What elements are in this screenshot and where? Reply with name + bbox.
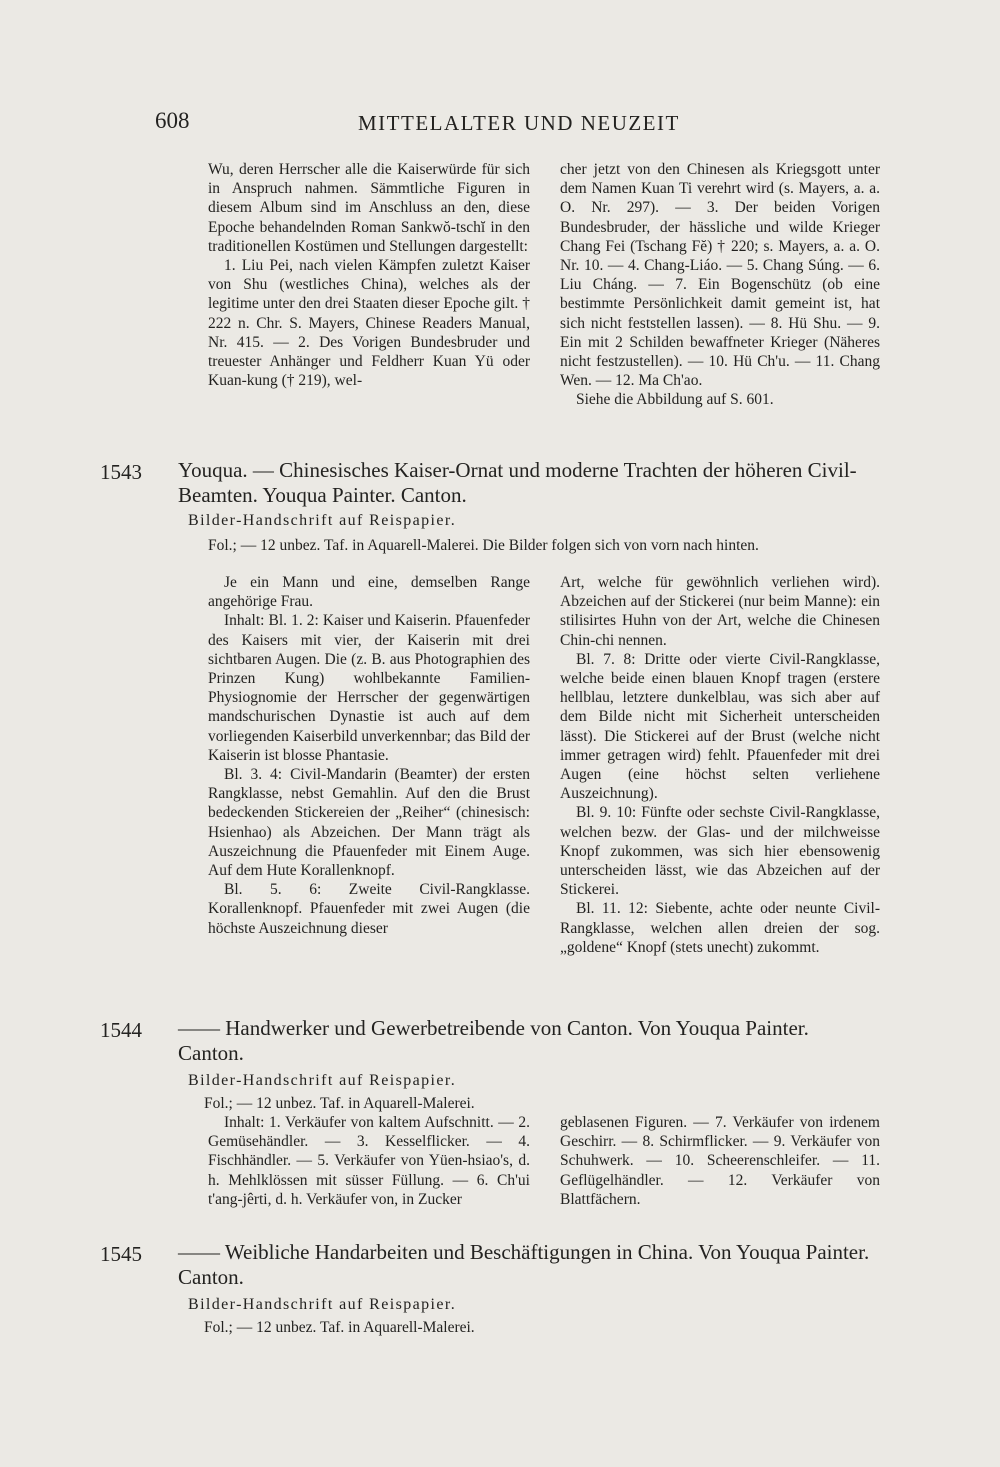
page-number: 608 <box>155 108 190 133</box>
paragraph: Bl. 5. 6: Zweite Civil-Rangklasse. Korallenknopf. Pfauenfeder mit zwei Augen (die höchste Auszeichnung dieser <box>208 881 530 937</box>
entry-1543-right-column <box>560 573 880 957</box>
paragraph: Bl. 7. 8: Dritte oder vierte Civil-Rangklasse, welche beide einen blauen Knopf tragen (erstere hellblau, letztere dunkelblau, was sich aber auf dem Bilde nicht mit Sicherheit unterscheiden lässt). Die Stickerei auf der Brust (welche nicht immer getragen wird) fehlt. Pfauenfeder mit drei Augen (eine höchst selten verliehene Auszeichnung). <box>560 650 880 803</box>
entry-author: Youqua. <box>178 458 248 482</box>
entry-heading: —— Handwerker und Gewerbetreibende von Canton. Von Youqua Painter. Canton. <box>178 1016 809 1065</box>
entry-heading <box>178 458 880 508</box>
paragraph: Siehe die Abbildung auf S. 601. <box>576 391 774 409</box>
entry-1543-left-column <box>208 573 530 938</box>
paragraph: Inhalt: 1. Verkäufer von kaltem Aufschnitt. — 2. Gemüsehändler. — 3. Kesselflicker. — 4. Fischhändler. — 5. Verkäufer von Yüen-hsiao's, d. h. Mehlklössen mit süsser Füllung. — 6. Ch'ui t'ang-jêrti, d. h. Verkäufer von, in Zucker <box>208 1114 530 1208</box>
entry-format: Fol.; — 12 unbez. Taf. in Aquarell-Malerei. <box>204 1095 475 1112</box>
entry-1544-heading <box>178 1016 880 1113</box>
entry-format: Fol.; — 12 unbez. Taf. in Aquarell-Malerei. Die Bilder folgen sich von vorn nach hinten. <box>208 537 759 554</box>
paragraph: 1. Liu Pei, nach vielen Kämpfen zuletzt Kaiser von Shu (westliches China), welches als der legitime unter den drei Staaten dieser Epoche gilt. † 222 n. Chr. S. Mayers, Chinese Readers Manual, Nr. 415. — 2. Des Vorigen Bundesbruder und treuester Anhänger und Feldherr Kuan Yü oder Kuan-kung († 219), wel- <box>208 257 530 390</box>
paragraph: cher jetzt von den Chinesen als Kriegsgott unter dem Namen Kuan Ti verehrt wird (s. Mayers, a. a. O. Nr. 297). — 3. Der beiden Vorigen Bundesbruder, der hässliche und wilde Krieger Chang Fei (Tschang Fĕ) † 220; s. Mayers, a. a. O. Nr. 10. — 4. Chang-Liáo. — 5. Chang Súng. — 6. Liu Cháng. — 7. Ein Bogenschütz (ob eine bestimmte Persönlichkeit damit gemeint ist, hat sich nicht feststellen lassen). — 8. Hü Shu. — 9. Ein mit 2 Schilden bewaffneter Krieger (Näheres nicht festzustellen). — 10. Hü Ch'u. — 11. Chang Wen. — 12. Ma Ch'ao. <box>560 161 880 390</box>
paragraph: Inhalt: Bl. 1. 2: Kaiser und Kaiserin. Pfauenfeder des Kaisers mit vier, der Kaiserin mit drei sichtbaren Augen. Die (z. B. aus Photographien des Prinzen Kung) wohlbekannte Familien-Physiognomie der Herrscher der gegenwärtigen mandschurischen Dynastie ist auch auf dem vorliegenden Kaiserbild unverkennbar; das Bild der Kaiserin ist blosse Phantasie. <box>208 612 530 764</box>
entry-title: — Chinesisches Kaiser-Ornat und moderne Trachten der höheren Civil-Beamten. Youqua Painter. Canton. <box>178 458 857 507</box>
page-header <box>0 108 1000 138</box>
entry-number: 1545 <box>100 1242 142 1266</box>
entry-subtitle: Bilder-Handschrift auf Reispapier. <box>188 1296 457 1313</box>
paragraph: Bl. 3. 4: Civil-Mandarin (Beamter) der ersten Rangklasse, nebst Gemahlin. Auf den die Brust bedeckenden Stickereien der „Reiher“ (chinesisch: Hsienhao) als Abzeichen. Der Mann trägt als Auszeichnung die Pfauenfeder mit Einem Auge. Auf dem Hute Korallenknopf. <box>208 766 530 880</box>
entry-1544-right-column <box>560 1113 880 1209</box>
entry-1543-heading <box>178 458 880 555</box>
entry-heading: —— Weibliche Handarbeiten und Beschäftigungen in China. Von Youqua Painter. Canton. <box>178 1240 870 1289</box>
paragraph: Wu, deren Herrscher alle die Kaiserwürde für sich in Anspruch nahmen. Sämmtliche Figuren in diesem Album sind im Anschluss an den, diese Epoche behandelnden Roman Sankwŏ-tschĭ in den traditionellen Kostümen und Stellungen dargestellt: <box>208 161 530 255</box>
entry-1545-heading <box>178 1240 880 1337</box>
entry-number: 1543 <box>100 460 142 484</box>
paragraph: Art, welche für gewöhnlich verliehen wird). Abzeichen auf der Stickerei (nur beim Manne): ein stilisirtes Huhn von der Art, welche die Chinesen Chin-chi nennen. <box>560 574 880 649</box>
paragraph: Bl. 9. 10: Fünfte oder sechste Civil-Rangklasse, welchen bezw. der Glas- und der milchweisse Knopf zukommen, was sich hier ebensowenig unterscheiden lässt, wie das Abzeichen auf der Stickerei. <box>560 804 880 899</box>
paragraph: Bl. 11. 12: Siebente, achte oder neunte Civil-Rangklasse, welchen allen dreien der sog. „goldene“ Knopf (stets unecht) zukommt. <box>560 900 880 956</box>
entry-format: Fol.; — 12 unbez. Taf. in Aquarell-Malerei. <box>204 1319 475 1336</box>
top-left-column <box>208 160 530 390</box>
paragraph: Je ein Mann und eine, demselben Range angehörige Frau. <box>208 574 530 611</box>
entry-subtitle: Bilder-Handschrift auf Reispapier. <box>188 1072 457 1089</box>
entry-number: 1544 <box>100 1018 142 1042</box>
running-title: MITTELALTER UND NEUZEIT <box>358 111 680 135</box>
paragraph: geblasenen Figuren. — 7. Verkäufer von irdenem Geschirr. — 8. Schirmflicker. — 9. Verkäufer von Schuhwerk. — 10. Scheerenschleifer. — 11. Geflügelhändler. — 12. Verkäufer von Blattfächern. <box>560 1114 880 1208</box>
entry-subtitle: Bilder-Handschrift auf Reispapier. <box>188 512 457 529</box>
top-right-column <box>560 160 880 410</box>
entry-1544-left-column <box>208 1113 530 1209</box>
